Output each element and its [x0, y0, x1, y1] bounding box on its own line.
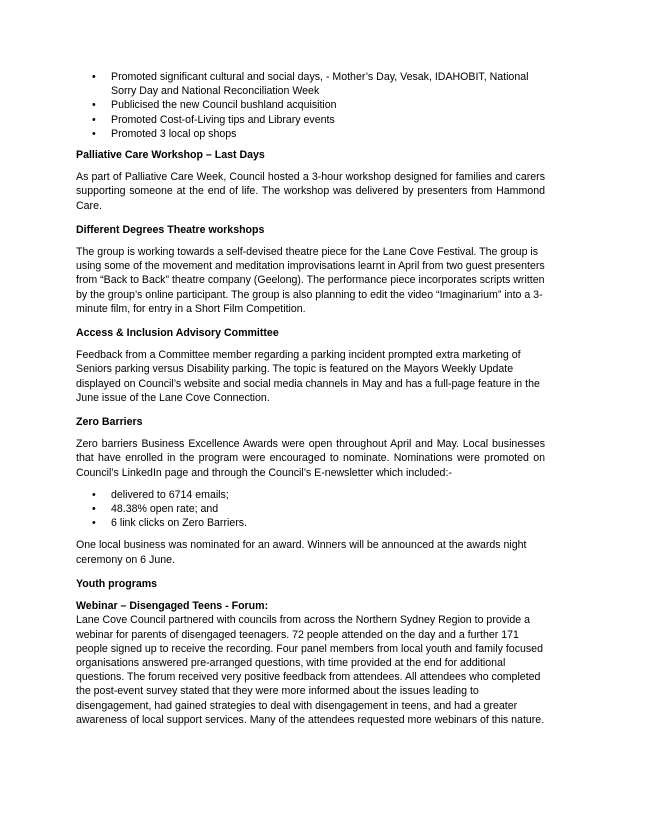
list-item: • Promoted 3 local op shops	[111, 127, 545, 141]
list-item: • Publicised the new Council bushland acquisition	[111, 98, 545, 112]
newsletter-stats-list	[76, 488, 545, 531]
palliative-heading: Palliative Care Workshop – Last Days	[76, 149, 265, 162]
webinar-body: Lane Cove Council partnered with councils from across the Northern Sydney Region to provide a webinar for parents of disengaged teenagers. 72 people attended on the day and a further 171 people signed up to receive the recording. Four panel members from local youth and family focused organisations answered pre-arranged questions, with time provided at the end for additional questions. The forum received very positive feedback from attendees. All attendees who completed the post-event survey stated that they were more informed about the issues leading to disengagement, had gained strategies to deal with disengagement in teens, and had a greater awareness of local support services. Many of the attendees requested more webinars of this nature.	[76, 614, 545, 726]
theatre-heading: Different Degrees Theatre workshops	[76, 223, 265, 236]
list-item: • Promoted Cost-of-Living tips and Library events	[111, 113, 545, 127]
list-item: • 48.38% open rate; and	[111, 502, 545, 516]
theatre-body: The group is working towards a self-devised theatre piece for the Lane Cove Festival. The group is using some of the movement and meditation improvisations learnt in April from two guest presenters from “Back to Back” theatre company (Geelong). The performance piece incorporates scripts written by the group’s online participant. The group is also planning to edit the video “Imaginarium” into a 3-minute film, for entry in a Short Film Competition.	[76, 246, 545, 315]
promotions-list	[76, 70, 545, 141]
list-item: • delivered to 6714 emails;	[111, 488, 545, 502]
webinar-subheading: Webinar – Disengaged Teens - Forum:	[76, 600, 269, 613]
zero-barriers-after: One local business was nominated for an award. Winners will be announced at the awards night ceremony on 6 June.	[76, 539, 527, 566]
palliative-body: As part of Palliative Care Week, Council hosted a 3-hour workshop designed for families and carers supporting someone at the end of life. The workshop was delivered by presenters from Hammond Care.	[76, 171, 545, 212]
access-heading: Access & Inclusion Advisory Committee	[76, 327, 279, 340]
access-body: Feedback from a Committee member regarding a parking incident prompted extra marketing of Seniors parking versus Disability parking. The topic is featured on the Mayors Weekly Update displayed on Council’s website and social media channels in May and has a full-page feature in the June issue of the Lane Cove Connection.	[76, 349, 540, 404]
youth-heading: Youth programs	[76, 577, 158, 590]
zero-barriers-heading: Zero Barriers	[76, 416, 143, 429]
list-item: • 6 link clicks on Zero Barriers.	[111, 516, 545, 530]
list-item: • Promoted significant cultural and social days, - Mother’s Day, Vesak, IDAHOBIT, National Sorry Day and National Reconciliation Week	[111, 70, 545, 98]
zero-barriers-body: Zero barriers Business Excellence Awards were open throughout April and May. Local businesses that have enrolled in the program were encouraged to nominate. Nominations were promoted on Council’s LinkedIn page and through the Council’s E-newsletter which included:-	[76, 438, 545, 479]
